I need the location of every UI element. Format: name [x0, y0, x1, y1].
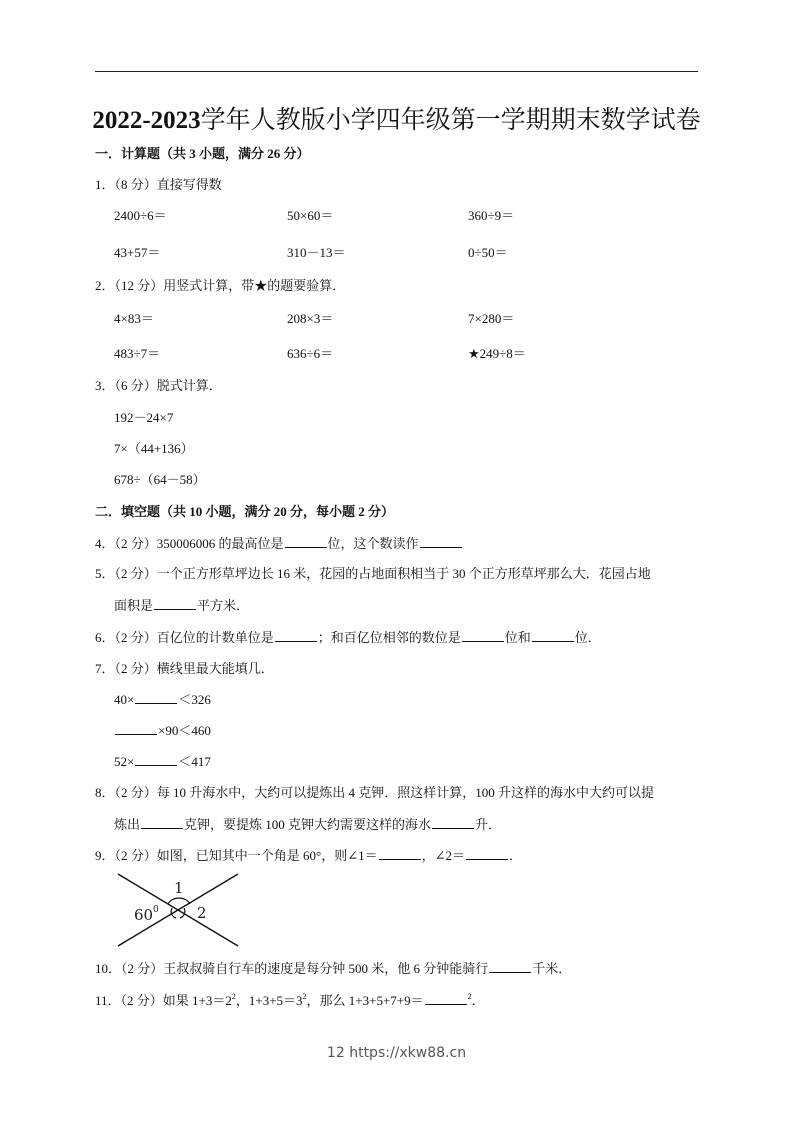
q4-text-b: 位，这个数读作	[327, 536, 419, 551]
answer-blank[interactable]	[420, 535, 462, 548]
q7-r3-text-b: ＜417	[178, 754, 211, 769]
answer-blank[interactable]	[285, 535, 327, 548]
q11-text-b: ，1+3+5＝3	[235, 993, 303, 1008]
q1-item: 50×60＝	[287, 208, 334, 223]
q6-text-b: ；和百亿位相邻的数位是	[317, 630, 461, 645]
q7-row2	[114, 722, 211, 739]
q8-text-b: 克钾，要提炼 100 克钾大约需要这样的海水	[184, 817, 432, 832]
q3-item: 678÷（64－58）	[114, 472, 206, 487]
exponent: 2	[467, 992, 472, 1001]
page-footer	[0, 1045, 793, 1061]
q8-line2	[114, 816, 501, 833]
q10-text-b: 千米．	[532, 961, 572, 976]
q2-item: 483÷7＝	[114, 346, 161, 361]
q3-item: 192－24×7	[114, 410, 174, 425]
answer-blank[interactable]	[379, 847, 421, 860]
q10-line	[95, 960, 571, 977]
q7-r3-text-a: 52×	[114, 754, 135, 769]
section2-heading: 二．填空题（共 10 小题，满分 20 分，每小题 2 分）	[95, 504, 395, 519]
page-number: 12	[326, 1045, 345, 1061]
q7-r2-text-b: ×90＜460	[158, 723, 211, 738]
q11-text-c: ，那么 1+3+5+7+9＝	[306, 993, 424, 1008]
q8-text-a: 炼出	[114, 817, 141, 832]
q2-item: 7×280＝	[468, 311, 515, 326]
exponent: 2	[231, 992, 236, 1001]
q5-text-b: 平方米．	[197, 598, 250, 613]
answer-blank[interactable]	[432, 816, 474, 829]
answer-blank[interactable]	[532, 629, 574, 642]
exponent: 2	[302, 992, 307, 1001]
q7-row3	[114, 753, 211, 770]
q6-text-d: 位．	[574, 630, 601, 645]
q6-text-c: 位和	[504, 630, 531, 645]
q7-label: 7．（2 分）横线里最大能填几．	[95, 661, 274, 676]
answer-blank[interactable]	[462, 629, 504, 642]
degree-mark: 0	[153, 905, 159, 915]
q1-item: 43+57＝	[114, 245, 161, 260]
header-rule	[95, 71, 698, 72]
q11-text-d: ．	[471, 993, 485, 1008]
q7-row1	[114, 691, 211, 708]
q4-text-a: 4．（2 分）350006006 的最高位是	[95, 536, 284, 551]
q3-label: 3．（6 分）脱式计算．	[95, 378, 222, 393]
q4-line	[95, 535, 463, 552]
q7-r1-text-a: 40×	[114, 692, 135, 707]
answer-blank[interactable]	[135, 753, 177, 766]
q1-item: 310－13＝	[287, 245, 346, 260]
q9-line	[95, 847, 522, 864]
q2-item: 636÷6＝	[287, 346, 334, 361]
q1-item: 0÷50＝	[468, 245, 508, 260]
angle-label-2: 2	[197, 904, 207, 922]
q6-line	[95, 629, 601, 646]
page-title	[0, 100, 793, 136]
q11-text-a: 11．（2 分）如果 1+3＝2	[95, 993, 232, 1008]
answer-blank[interactable]	[135, 691, 177, 704]
answer-blank[interactable]	[489, 960, 531, 973]
answer-blank[interactable]	[154, 597, 196, 610]
q8-line1: 8．（2 分）每 10 升海水中，大约可以提炼出 4 克钾．照这样计算，100 升这样的海水中大约可以提	[95, 785, 655, 800]
q5-line1: 5．（2 分）一个正方形草坪边长 16 米，花园的占地面积相当于 30 个正方形草坪那么大．花园占地	[95, 566, 651, 581]
q5-line2	[114, 597, 249, 614]
answer-blank[interactable]	[275, 629, 317, 642]
angle-diagram-icon	[114, 870, 244, 950]
q7-r1-text-b: ＜326	[178, 692, 211, 707]
q9-text-b: ，∠2＝	[421, 848, 465, 863]
section1-heading: 一．计算题（共 3 小题，满分 26 分）	[95, 146, 310, 161]
title-text: 学年人教版小学四年级第一学期期末数学试卷	[200, 107, 701, 134]
q6-text-a: 6．（2 分）百亿位的计数单位是	[95, 630, 274, 645]
q9-text-a: 9．（2 分）如图，已知其中一个角是 60°，则∠1＝	[95, 848, 378, 863]
answer-blank[interactable]	[425, 992, 467, 1005]
q11-line	[95, 992, 485, 1009]
q5-text-a: 面积是	[114, 598, 154, 613]
angle-label-1: 1	[174, 879, 184, 897]
q2-item: 208×3＝	[287, 311, 334, 326]
answer-blank[interactable]	[115, 722, 157, 735]
q3-item: 7×（44+136）	[114, 441, 194, 456]
answer-blank[interactable]	[141, 816, 183, 829]
q9-text-c: ．	[509, 848, 523, 863]
title-year: 2022-2023	[92, 107, 201, 134]
answer-blank[interactable]	[466, 847, 508, 860]
footer-url[interactable]: https://xkw88.cn	[349, 1045, 467, 1061]
q2-item: ★249÷8＝	[468, 346, 526, 361]
q2-item: 4×83＝	[114, 311, 154, 326]
q10-text-a: 10．（2 分）王叔叔骑自行车的速度是每分钟 500 米，他 6 分钟能骑行	[95, 961, 489, 976]
q1-item: 2400÷6＝	[114, 208, 167, 223]
q1-label: 1．（8 分）直接写得数	[95, 177, 222, 192]
angle-label-60: 60	[134, 906, 154, 924]
q8-text-c: 升．	[475, 817, 502, 832]
intersecting-lines-figure	[114, 870, 244, 950]
q1-item: 360÷9＝	[468, 208, 515, 223]
q2-label: 2．（12 分）用竖式计算，带★的题要验算．	[95, 278, 346, 293]
